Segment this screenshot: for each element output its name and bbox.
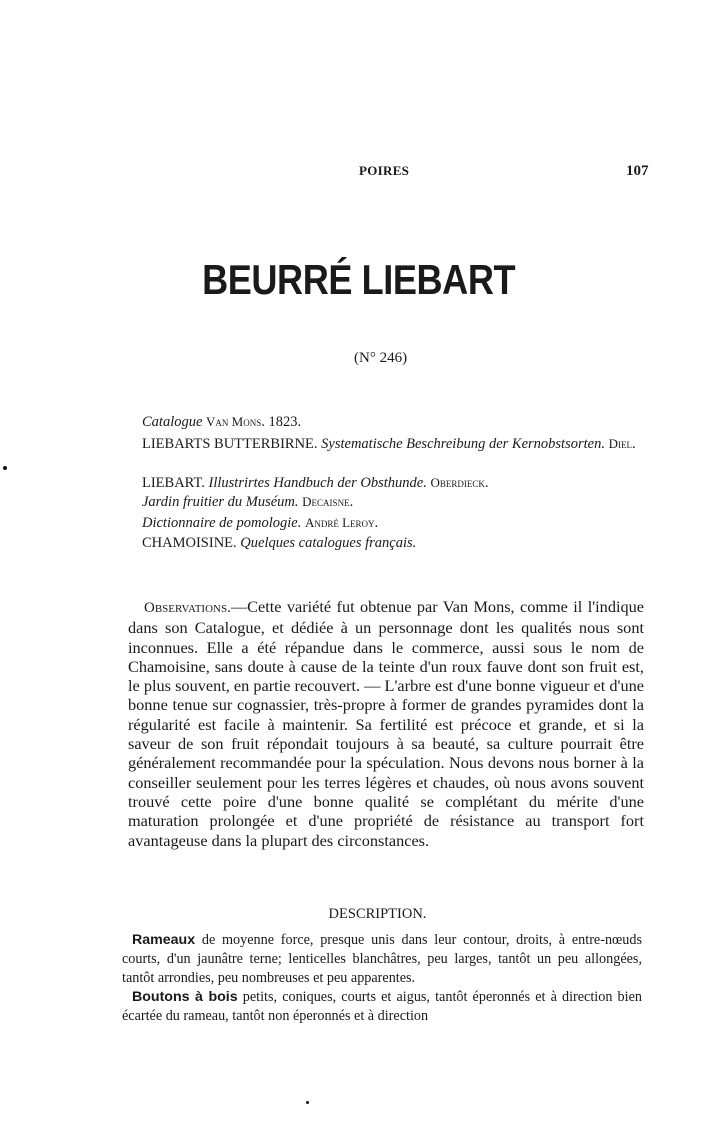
synonym-name: LIEBART.: [142, 475, 205, 491]
synonym-extra: .: [631, 436, 636, 452]
synonym-author: Decaisne: [302, 494, 350, 509]
observations-paragraph: [128, 597, 644, 850]
synonym-extra: .: [484, 475, 489, 491]
description-item: [122, 931, 642, 988]
synonym-author: André Leroy: [304, 515, 375, 530]
variety-number: (N° 246): [354, 350, 408, 366]
synonym-line: [142, 534, 652, 553]
description-body: [122, 931, 642, 1026]
description-text: petits, coniques, courts et aigus, tantôt éperonnés et à direction bien écartée du rameau, tantôt non éperonnés et à direction: [122, 989, 642, 1024]
synonym-work: Jardin fruitier du Muséum.: [142, 494, 299, 510]
running-head: POIRES: [359, 163, 410, 178]
synonym-line: [142, 434, 652, 454]
synonym-extra: .: [349, 494, 354, 510]
synonym-line: [142, 412, 652, 432]
synonym-work: Systematische Beschreibung der Kernobstsorten.: [321, 436, 605, 452]
synonym-work: Catalogue: [142, 414, 203, 430]
synonym-work: Illustrirtes Handbuch der Obsthunde.: [208, 475, 427, 491]
synonym-author: Diel: [608, 436, 632, 451]
margin-speck: [3, 466, 7, 470]
synonym-work: Quelques catalogues français.: [240, 535, 417, 551]
description-term: Boutons à bois: [132, 989, 238, 1005]
observations-text: —Cette variété fut obtenue par Van Mons, comme il l'indique dans son Catalogue, et dédiée à un personnage dont les qualités nous sont inconnues. Elle a été répandue dans le commerce, aussi sous le nom de Chamoisine, sans doute à cause de la teinte d'un roux fauve dont son fruit est, le plus souvent, en partie recouvert. — L'arbre est d'une bonne vigueur et d'une bonne tenue sur cognassier, très-propre à former de grandes pyramides dont la régularité est facile à maintenir. Sa fertilité est précoce et grande, et si la saveur de son fruit répondait toujours à sa beauté, sa culture pourrait être généralement recommandée pour la spéculation. Nous devons nous borner à la conseiller seulement pour les terres légères et chaudes, où nous avons souvent trouvé cette poire d'une bonne qualité se complétant du mérite d'une maturation prolongée et d'une propriété de résistance au transport fort avantageuse dans la plupart des circonstances.: [128, 597, 644, 850]
synonym-name: CHAMOISINE.: [142, 535, 237, 551]
page-number: 107: [626, 163, 649, 179]
observations-label: Observations.: [144, 600, 231, 616]
synonym-extra: .: [374, 515, 379, 531]
description-term: Rameaux: [132, 932, 196, 948]
synonym-work: Dictionnaire de pomologie.: [142, 515, 302, 531]
synonym-line: [142, 492, 652, 512]
description-item: [122, 988, 642, 1026]
synonym-name: LIEBARTS BUTTERBIRNE.: [142, 436, 318, 452]
description-heading: DESCRIPTION.: [328, 906, 427, 922]
synonym-extra: . 1823.: [261, 414, 302, 430]
synonym-line: [142, 513, 652, 533]
page-speck: [306, 1101, 309, 1104]
synonym-line: [142, 473, 652, 493]
description-text: de moyenne force, presque unis dans leur contour, droits, à entre-nœuds courts, d'un jaunâtre terne; lenticelles blanchâtres, peu larges, tantôt un peu allongées, tantôt arrondies, peu nombreuses et peu apparentes.: [122, 932, 642, 986]
synonym-author: Van Mons: [206, 414, 262, 429]
page-title: BEURRÉ LIEBART: [202, 256, 516, 303]
synonym-author: Oberdieck: [430, 475, 485, 490]
